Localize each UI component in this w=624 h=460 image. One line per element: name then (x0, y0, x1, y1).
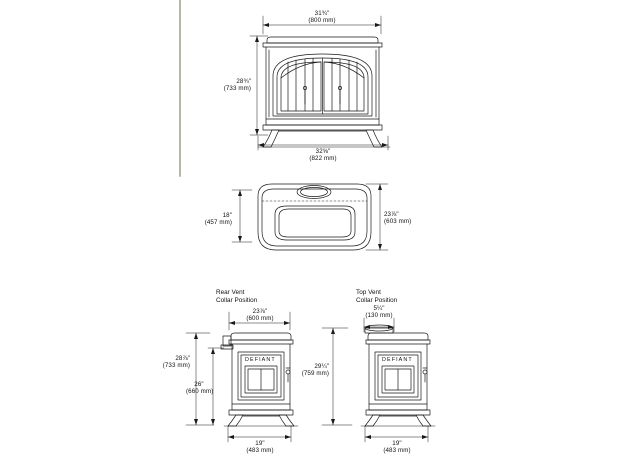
top-vent-title-line2: Collar Position (356, 297, 398, 304)
top-depth-left-dim (186, 212, 232, 227)
rear-width-top-metric: (600 mm) (246, 315, 274, 323)
top-vent-brand-plate: DEFIANT (382, 357, 413, 363)
topvent-collar-width-dim (352, 305, 406, 320)
top-depth-left-imperial: 18" (222, 212, 232, 219)
top-depth-right-dim (384, 211, 434, 226)
rear-width-bottom-imperial: 19" (255, 440, 265, 447)
front-width-bottom-metric: (822 mm) (309, 155, 337, 163)
rear-vent-title-line2: Collar Position (216, 297, 258, 304)
front-width-bottom-imperial: 32⅝" (315, 148, 331, 155)
rear-vent-brand-plate: DEFIANT (245, 357, 276, 363)
rear-width-top-dim (230, 308, 290, 323)
top-depth-right-metric: (603 mm) (384, 218, 412, 226)
topvent-width-bottom-imperial: 19" (392, 440, 402, 447)
topvent-width-bottom-metric: (483 mm) (383, 447, 411, 455)
front-width-top-imperial: 31¾" (314, 10, 330, 17)
front-height-imperial: 28¾" (236, 78, 251, 85)
topvent-height-imperial: 29¼" (314, 363, 329, 370)
front-height-dim (205, 78, 251, 93)
topvent-height-dim (285, 363, 329, 378)
topvent-collar-width-imperial: 5¼" (373, 305, 385, 312)
front-width-bottom-dim (293, 148, 353, 163)
top-depth-left-metric: (457 mm) (204, 219, 232, 227)
rear-vent-title-line1: Rear Vent (216, 289, 245, 296)
top-depth-right-imperial: 23⅞" (384, 211, 399, 218)
rear-height-metric: (733 mm) (162, 362, 190, 370)
front-width-top-metric: (800 mm) (308, 17, 336, 25)
rear-width-bottom-dim (230, 440, 290, 455)
front-width-top-dim (292, 10, 352, 25)
rear-inner-height-imperial: 26" (194, 381, 204, 388)
rear-inner-height-dim (186, 381, 212, 396)
rear-inner-height-metric: (660 mm) (186, 388, 214, 396)
topvent-collar-width-metric: (130 mm) (365, 312, 393, 320)
topvent-width-bottom-dim (367, 440, 427, 455)
rear-height-imperial: 28⅞" (175, 355, 190, 362)
topvent-height-metric: (759 mm) (301, 370, 329, 378)
top-vent-title-line1: Top Vent (356, 289, 381, 296)
front-height-metric: (733 mm) (223, 85, 251, 93)
rear-height-dim (146, 355, 190, 370)
rear-width-top-imperial: 23⅞" (252, 308, 268, 315)
rear-width-bottom-metric: (483 mm) (246, 447, 274, 455)
